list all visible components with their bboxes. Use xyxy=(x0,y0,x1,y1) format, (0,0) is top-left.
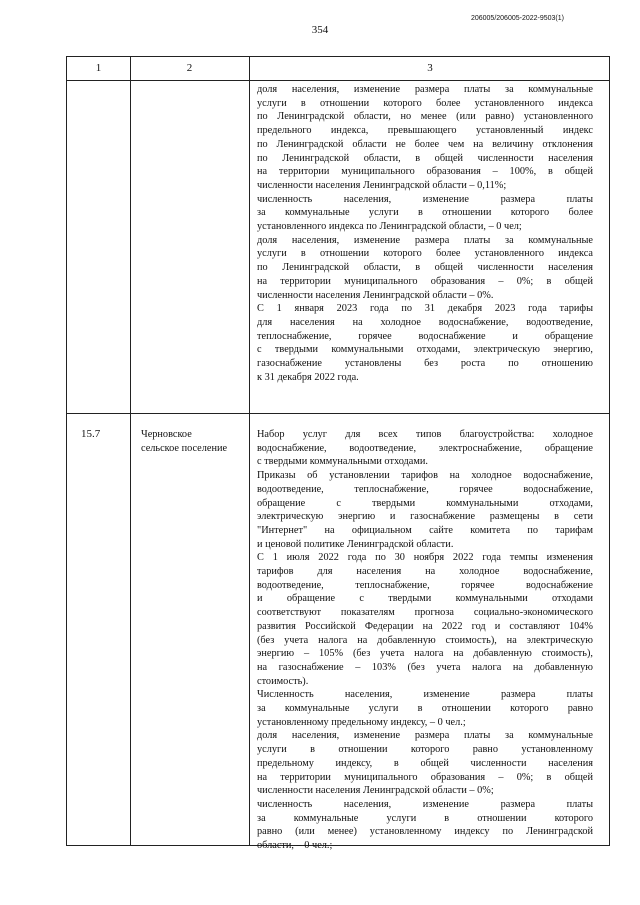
text-line: для населения на холодное водоснабжение, водоотведение, xyxy=(257,316,593,328)
text-line: на территории муниципального образования – 100%, в общей xyxy=(257,166,593,178)
text-line: услуги в отношении которого более установленного индекса xyxy=(257,97,593,109)
previous-row-text xyxy=(257,83,593,384)
column-divider xyxy=(249,57,250,845)
text-line: предельному индексу, в общей численности населения xyxy=(257,757,593,769)
text-line: с твердыми коммунальными отходами. xyxy=(257,456,428,468)
page-number: 354 xyxy=(311,24,329,36)
text-line: численность населения, изменение размера платы xyxy=(257,798,593,810)
text-line: численность населения, изменение размера платы xyxy=(257,193,593,205)
text-line: по Ленинградской области не более чем на величину отклонения xyxy=(257,138,593,150)
row-number: 15.7 xyxy=(81,428,101,440)
text-line: по Ленинградской области, в общей численности населения xyxy=(257,152,593,164)
text-line: теплоснабжение, горячее водоснабжение и обращение xyxy=(257,330,593,342)
text-line: тарифов для населения на холодное водоснабжение, xyxy=(257,566,593,578)
header-col-1: 1 xyxy=(95,62,102,74)
text-line: Набор услуг для всех типов благоустройства: холодное xyxy=(257,429,593,440)
text-line: С 1 июля 2022 года по 30 ноября 2022 года темпы изменения xyxy=(257,552,593,564)
text-line: и ценовой политике Ленинградской области. xyxy=(257,538,454,550)
text-line: на территории муниципального образования – 0%; в общей xyxy=(257,275,593,287)
text-line: доля населения, изменение размера платы за коммунальные xyxy=(257,84,593,95)
text-line: и обращение с твердыми коммунальными отходами xyxy=(257,593,593,605)
header-divider xyxy=(67,80,609,81)
text-line: за коммунальные услуги в отношении которого более xyxy=(257,207,593,219)
text-line: за коммунальные услуги в отношении которого xyxy=(257,812,593,824)
row-divider xyxy=(67,413,609,414)
text-line: на газоснабжение – 103% (без учета налога на добавленную xyxy=(257,661,593,673)
text-line: С 1 января 2023 года по 31 декабря 2023 года тарифы xyxy=(257,303,593,315)
text-line: по Ленинградской области, в общей численности населения xyxy=(257,262,593,274)
text-line: численности населения Ленинградской области – 0,11%; xyxy=(257,179,507,191)
text-line: развития Российской Федерации на 2022 год и составляют 104% xyxy=(257,620,593,632)
text-line: области, – 0 чел.; xyxy=(257,840,333,852)
text-line: Приказы об установлении тарифов на холодное водоснабжение, xyxy=(257,470,593,482)
text-line: к 31 декабря 2022 года. xyxy=(257,371,359,383)
text-line: численности населения Ленинградской области – 0%. xyxy=(257,289,494,301)
settlement-name-line2: сельское поселение xyxy=(141,442,228,454)
text-line: доля населения, изменение размера платы за коммунальные xyxy=(257,234,593,246)
text-line: за коммунальные услуги в отношении которого равно xyxy=(257,703,593,715)
text-line: доля населения, изменение размера платы за коммунальные xyxy=(257,730,593,742)
text-line: газоснабжение установлены без роста по отношению xyxy=(257,358,593,370)
text-line: численности населения Ленинградской области – 0%; xyxy=(257,785,494,797)
text-line: (без учета налога на добавленную стоимость), на электрическую xyxy=(257,634,593,646)
settlement-name xyxy=(141,428,227,455)
text-line: энергию – 105% (без учета налога на добавленную стоимость), xyxy=(257,648,593,660)
row-15-7-text xyxy=(257,428,593,853)
settlement-name-line1: Черновское xyxy=(141,429,192,440)
column-divider xyxy=(130,57,131,845)
text-line: водоотведение, теплоснабжение, горячее водоснабжение, xyxy=(257,483,593,495)
text-line: Численность населения, изменение размера платы xyxy=(257,689,593,701)
text-line: водоотведение, теплоснабжение, горячее водоснабжение xyxy=(257,579,593,591)
text-line: услуги в отношении которого равно установленному xyxy=(257,744,593,756)
text-line: установленному предельному индексу, – 0 чел.; xyxy=(257,716,466,728)
text-line: услуги в отношении которого более установленного индекса xyxy=(257,248,593,260)
text-line: на территории муниципального образования – 0%; в общей xyxy=(257,771,593,783)
header-col-3: 3 xyxy=(427,62,433,74)
text-line: равно (или менее) установленному индексу по Ленинградской xyxy=(257,826,593,838)
text-line: установленного индекса по Ленинградской области, – 0 чел; xyxy=(257,221,522,233)
text-line: с твердыми коммунальными отходами, электрическую энергию, xyxy=(257,344,593,356)
text-line: стоимость). xyxy=(257,675,309,687)
text-line: электрическую энергию и газоснабжение размещены в сети xyxy=(257,511,593,523)
text-line: предельного индекса, превышающего установленный индекс xyxy=(257,125,593,137)
document-code: 206005/206005-2022-9503(1) xyxy=(470,15,564,22)
text-line: "Интернет" на официальном сайте комитета по тарифам xyxy=(257,524,593,536)
header-col-2: 2 xyxy=(186,62,193,74)
text-line: соответствуют показателям прогноза социально-экономического xyxy=(257,607,593,619)
tariff-table xyxy=(66,56,610,852)
text-line: обращение с твердыми коммунальными отходами, xyxy=(257,497,593,509)
text-line: по Ленинградской области, но менее (или равно) установленного xyxy=(257,111,593,123)
text-line: водоснабжение, водоотведение, электроснабжение, обращение xyxy=(257,442,593,454)
